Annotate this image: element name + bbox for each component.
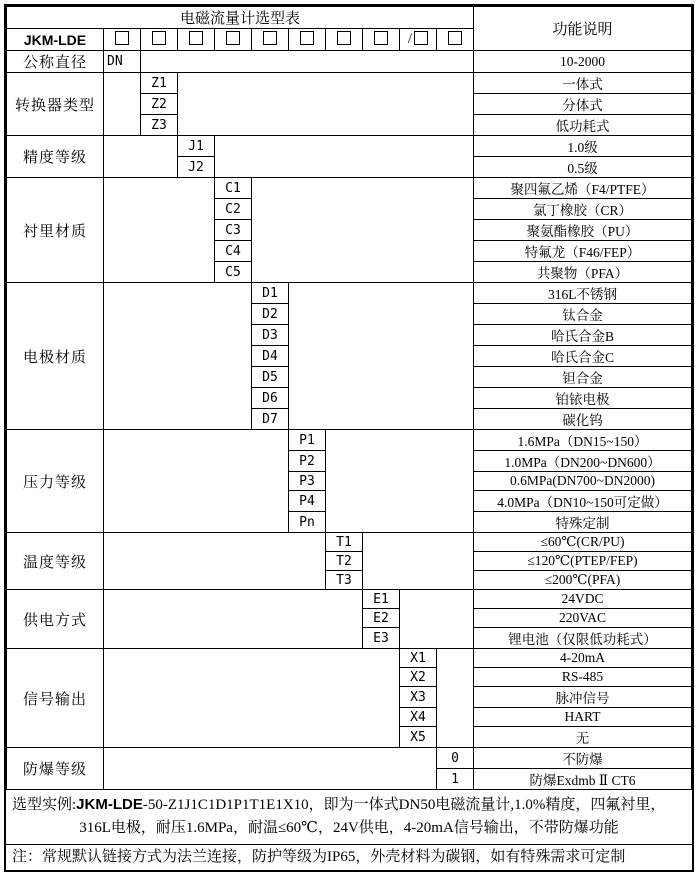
- spec-checkbox-cell-1[interactable]: [104, 29, 141, 51]
- description-cell: 4.0MPa（DN10~150可定做）: [474, 491, 692, 512]
- section-label-7: 温度等级: [7, 533, 104, 590]
- code-cell-X5: X5: [400, 727, 437, 748]
- description-cell: 0.6MPa(DN700~DN2000): [474, 472, 692, 491]
- table-row: [7, 51, 692, 73]
- section-label-5: 电极材质: [7, 283, 104, 430]
- function-column-header: 功能说明: [474, 7, 692, 51]
- spec-checkbox-cell-2[interactable]: [141, 29, 178, 51]
- description-cell: HART: [474, 708, 692, 727]
- description-cell: 分体式: [474, 94, 692, 115]
- code-cell-X3: X3: [400, 687, 437, 708]
- description-cell: 1.0MPa（DN200~DN600）: [474, 451, 692, 472]
- table-row: [7, 590, 692, 609]
- empty-span: [104, 748, 437, 790]
- code-cell-P1: P1: [289, 430, 326, 451]
- description-cell: 脉冲信号: [474, 687, 692, 708]
- code-cell-T3: T3: [326, 571, 363, 590]
- code-cell-P4: P4: [289, 491, 326, 512]
- code-cell-Z1: Z1: [141, 73, 178, 94]
- description-cell: 哈氏合金C: [474, 346, 692, 367]
- code-cell-Pn: Pn: [289, 512, 326, 533]
- description-cell: ≤120℃(PTEP/FEP): [474, 552, 692, 571]
- description-cell: 聚四氟乙烯（F4/PTFE）: [474, 178, 692, 199]
- section-label-3: 精度等级: [7, 136, 104, 178]
- code-cell-E1: E1: [363, 590, 400, 609]
- code-cell-Z3: Z3: [141, 115, 178, 136]
- code-cell-X2: X2: [400, 668, 437, 687]
- description-cell: 钛合金: [474, 304, 692, 325]
- code-cell-C3: C3: [215, 220, 252, 241]
- footer-remark: 注：常规默认链接方式为法兰连接，防护等级为IP65，外壳材料为碳钢，如有特殊需求可定制: [12, 849, 626, 865]
- code-cell-T1: T1: [326, 533, 363, 552]
- code-cell-D2: D2: [252, 304, 289, 325]
- code-cell-Z2: Z2: [141, 94, 178, 115]
- code-cell-X4: X4: [400, 708, 437, 727]
- description-cell: 锂电池（仅限低功耗式）: [474, 628, 692, 649]
- spec-checkbox-cell-4[interactable]: [215, 29, 252, 51]
- description-cell: 1.6MPa（DN15~150）: [474, 430, 692, 451]
- table-row: [7, 136, 692, 157]
- code-cell-J2: J2: [178, 157, 215, 178]
- empty-span: [104, 430, 289, 533]
- section-label-8: 供电方式: [7, 590, 104, 649]
- description-cell: 低功耗式: [474, 115, 692, 136]
- section-label-2: 转换器类型: [7, 73, 104, 136]
- selection-table: [6, 6, 692, 790]
- example-line-1: [12, 793, 686, 817]
- code-cell-D1: D1: [252, 283, 289, 304]
- description-cell: 0.5级: [474, 157, 692, 178]
- description-cell: RS-485: [474, 668, 692, 687]
- section-label-10: 防爆等级: [7, 748, 104, 790]
- table-row: [7, 283, 692, 304]
- description-cell: 一体式: [474, 73, 692, 94]
- empty-span: [104, 649, 400, 748]
- checkbox-icon: [374, 31, 388, 45]
- empty-span: [104, 73, 141, 136]
- description-cell: 24VDC: [474, 590, 692, 609]
- description-cell: 10-2000: [474, 51, 692, 73]
- description-cell: 防爆Exdmb Ⅱ CT6: [474, 769, 692, 790]
- spec-checkbox-cell-8[interactable]: [363, 29, 400, 51]
- selection-example-note: [6, 790, 692, 845]
- description-cell: 1.0级: [474, 136, 692, 157]
- checkbox-icon: [115, 31, 129, 45]
- checkbox-icon: [300, 31, 314, 45]
- spec-checkbox-cell-3[interactable]: [178, 29, 215, 51]
- code-cell-D3: D3: [252, 325, 289, 346]
- spec-checkbox-cell-9[interactable]: [400, 29, 437, 51]
- code-cell-0: 0: [437, 748, 474, 769]
- description-cell: 聚氨酯橡胶（PU）: [474, 220, 692, 241]
- code-cell-T2: T2: [326, 552, 363, 571]
- spec-checkbox-cell-5[interactable]: [252, 29, 289, 51]
- spec-checkbox-cell-6[interactable]: [289, 29, 326, 51]
- table-row: [7, 430, 692, 451]
- empty-span: [104, 136, 178, 178]
- description-cell: 共聚物（PFA）: [474, 262, 692, 283]
- code-cell-X1: X1: [400, 649, 437, 668]
- empty-span: [104, 178, 215, 283]
- code-cell-D7: D7: [252, 409, 289, 430]
- code-cell-P3: P3: [289, 472, 326, 491]
- empty-span: [326, 430, 474, 533]
- table-row: [7, 649, 692, 668]
- example-line-2: 316L电极，耐压1.6MPa，耐温≤60℃，24V供电，4-20mA信号输出，不带防爆功能: [79, 820, 619, 836]
- description-cell: 特殊定制: [474, 512, 692, 533]
- slash-separator: /: [407, 31, 413, 48]
- empty-span: [400, 590, 474, 649]
- table-row: [7, 178, 692, 199]
- description-cell: ≤60℃(CR/PU): [474, 533, 692, 552]
- description-cell: 钽合金: [474, 367, 692, 388]
- checkbox-icon: [226, 31, 240, 45]
- description-cell: 不防爆: [474, 748, 692, 769]
- code-cell-P2: P2: [289, 451, 326, 472]
- description-cell: 4-20mA: [474, 649, 692, 668]
- code-cell-C1: C1: [215, 178, 252, 199]
- empty-span: [104, 590, 363, 649]
- description-cell: 氯丁橡胶（CR）: [474, 199, 692, 220]
- code-cell-J1: J1: [178, 136, 215, 157]
- empty-span: [437, 649, 474, 748]
- checkbox-icon: [448, 31, 462, 45]
- code-cell-C4: C4: [215, 241, 252, 262]
- empty-span: [178, 73, 474, 136]
- page-title: 电磁流量计选型表: [7, 7, 474, 29]
- section-label-6: 压力等级: [7, 430, 104, 533]
- empty-span: [215, 136, 474, 178]
- code-cell-D5: D5: [252, 367, 289, 388]
- selection-table-sheet: [4, 4, 694, 872]
- section-label-9: 信号输出: [7, 649, 104, 748]
- checkbox-icon: [189, 31, 203, 45]
- empty-span: [252, 178, 474, 283]
- description-cell: 特氟龙（F46/FEP）: [474, 241, 692, 262]
- section-label-4: 衬里材质: [7, 178, 104, 283]
- description-cell: 铂铱电极: [474, 388, 692, 409]
- code-cell-C5: C5: [215, 262, 252, 283]
- code-cell-D4: D4: [252, 346, 289, 367]
- description-cell: 220VAC: [474, 609, 692, 628]
- description-cell: 哈氏合金B: [474, 325, 692, 346]
- example-code-string: -50-Z1J1C1D1P1T1E1X10，即为一体式DN50电磁流量计,1.0%精度，四氟衬里，: [142, 797, 666, 813]
- empty-span: [141, 51, 474, 73]
- code-cell-E2: E2: [363, 609, 400, 628]
- code-cell-E3: E3: [363, 628, 400, 649]
- description-cell: 无: [474, 727, 692, 748]
- spec-checkbox-cell-7[interactable]: [326, 29, 363, 51]
- description-cell: 316L不锈钢: [474, 283, 692, 304]
- model-prefix-label: JKM-LDE: [7, 29, 104, 51]
- table-row: [7, 533, 692, 552]
- empty-span: [104, 283, 252, 430]
- section-label-1: 公称直径: [7, 51, 104, 73]
- spec-checkbox-cell-10[interactable]: [437, 29, 474, 51]
- checkbox-icon: [414, 31, 428, 45]
- description-cell: ≤200℃(PFA): [474, 571, 692, 590]
- checkbox-icon: [152, 31, 166, 45]
- code-cell-DN: DN: [104, 51, 141, 73]
- checkbox-icon: [337, 31, 351, 45]
- checkbox-icon: [263, 31, 277, 45]
- code-cell-D6: D6: [252, 388, 289, 409]
- empty-span: [289, 283, 474, 430]
- example-model-code: JKM-LDE: [76, 796, 143, 813]
- code-cell-1: 1: [437, 769, 474, 790]
- table-row: [7, 748, 692, 769]
- table-row: [7, 73, 692, 94]
- description-cell: 碳化钨: [474, 409, 692, 430]
- empty-span: [104, 533, 326, 590]
- empty-span: [363, 533, 474, 590]
- example-prefix: 选型实例:: [12, 797, 77, 813]
- code-cell-C2: C2: [215, 199, 252, 220]
